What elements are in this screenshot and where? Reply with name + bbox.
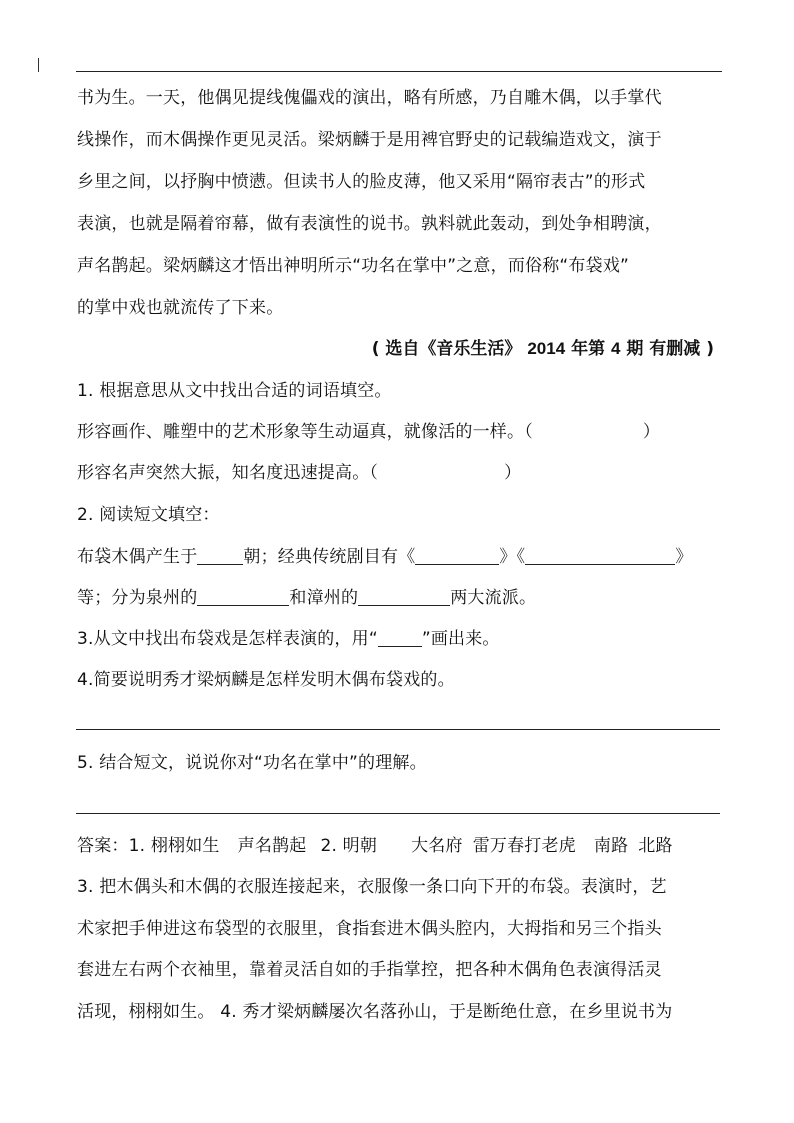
answer-text-line: 活现，栩栩如生。 4. 秀才梁炳麟屡次名落孙山，于是断绝仕意，在乡里说书为 — [77, 1002, 673, 1022]
answer-blank[interactable] — [525, 546, 675, 565]
passage-line: 的掌中戏也就流传了下来。 — [77, 298, 284, 318]
answer-label: 答案： — [77, 836, 129, 856]
question-4: 4.简要说明秀才梁炳麟是怎样发明木偶布袋戏的。 — [77, 670, 455, 690]
answer-line-1: 答案：1. 栩栩如生 声名鹊起 2. 明朝 大名府 雷万春打老虎 南路 北路 — [77, 836, 673, 856]
passage-line: 声名鹊起。梁炳麟这才悟出神明所示“功名在掌中”之意，而俗称“布袋戏” — [77, 256, 630, 276]
answer-blank[interactable] — [197, 546, 243, 565]
source-citation — [372, 337, 714, 361]
source-suffix: 期 有删减 ) — [620, 339, 714, 359]
passage-line: 线操作，而木偶操作更见灵活。梁炳麟于是用裨官野史的记载编造戏文，演于 — [77, 130, 662, 150]
question-2-title: 2. 阅读短文填空： — [77, 505, 220, 525]
source-issue: 4 — [611, 339, 621, 358]
answer-text-line: 术家把手伸进这布袋型的衣服里，食指套进木偶头腔内，大拇指和另三个指头 — [77, 919, 662, 939]
question-1-item-1: 形容画作、雕塑中的艺术形象等生动逼真，就像活的一样。（ ） — [77, 422, 661, 442]
answer-line[interactable] — [76, 729, 720, 730]
passage-line: 书为生。一天，他偶见提线傀儡戏的演出，略有所感，乃自雕木偶，以手掌代 — [77, 88, 662, 108]
answer-blank[interactable] — [415, 546, 499, 565]
question-3: 3.从文中找出布袋戏是怎样表演的，用“ ”画出来。 — [77, 629, 500, 649]
question-1-title: 1. 根据意思从文中找出合适的词语填空。 — [77, 381, 392, 401]
answer-text-line: 套进左右两个衣袖里，靠着灵活自如的手指掌控，把各种木偶角色表演得活灵 — [77, 960, 662, 980]
question-1-item-2: 形容名声突然大振，知名度迅速提高。（ ） — [77, 463, 522, 483]
source-prefix: ( 选自《音乐生活》 — [371, 339, 528, 359]
passage-line: 乡里之间，以抒胸中愤懑。但读书人的脸皮薄，他又采用“隔帘表古”的形式 — [77, 172, 646, 192]
answer-blank[interactable] — [197, 587, 289, 606]
passage-line: 表演，也就是隔着帘幕，做有表演性的说书。孰料就此轰动，到处争相聘演， — [77, 214, 662, 234]
text-cursor-marker — [38, 58, 39, 72]
answer-blank[interactable] — [378, 628, 422, 647]
header-rule — [76, 71, 722, 72]
question-5: 5. 结合短文，说说你对“功名在掌中”的理解。 — [77, 753, 427, 773]
question-2-line-1: 布袋木偶产生于 朝；经典传统剧目有《 》《 》 — [77, 547, 693, 567]
question-2-line-2: 等；分为泉州的 和漳州的 两大流派。 — [77, 588, 537, 608]
source-mid: 年第 — [565, 339, 611, 359]
answer-blank[interactable] — [358, 587, 450, 606]
answer-text-line: 3. 把木偶头和木偶的衣服连接起来，衣服像一条口向下开的布袋。表演时，艺 — [77, 877, 667, 897]
answer-line[interactable] — [76, 813, 720, 814]
source-year: 2014 — [527, 339, 566, 358]
